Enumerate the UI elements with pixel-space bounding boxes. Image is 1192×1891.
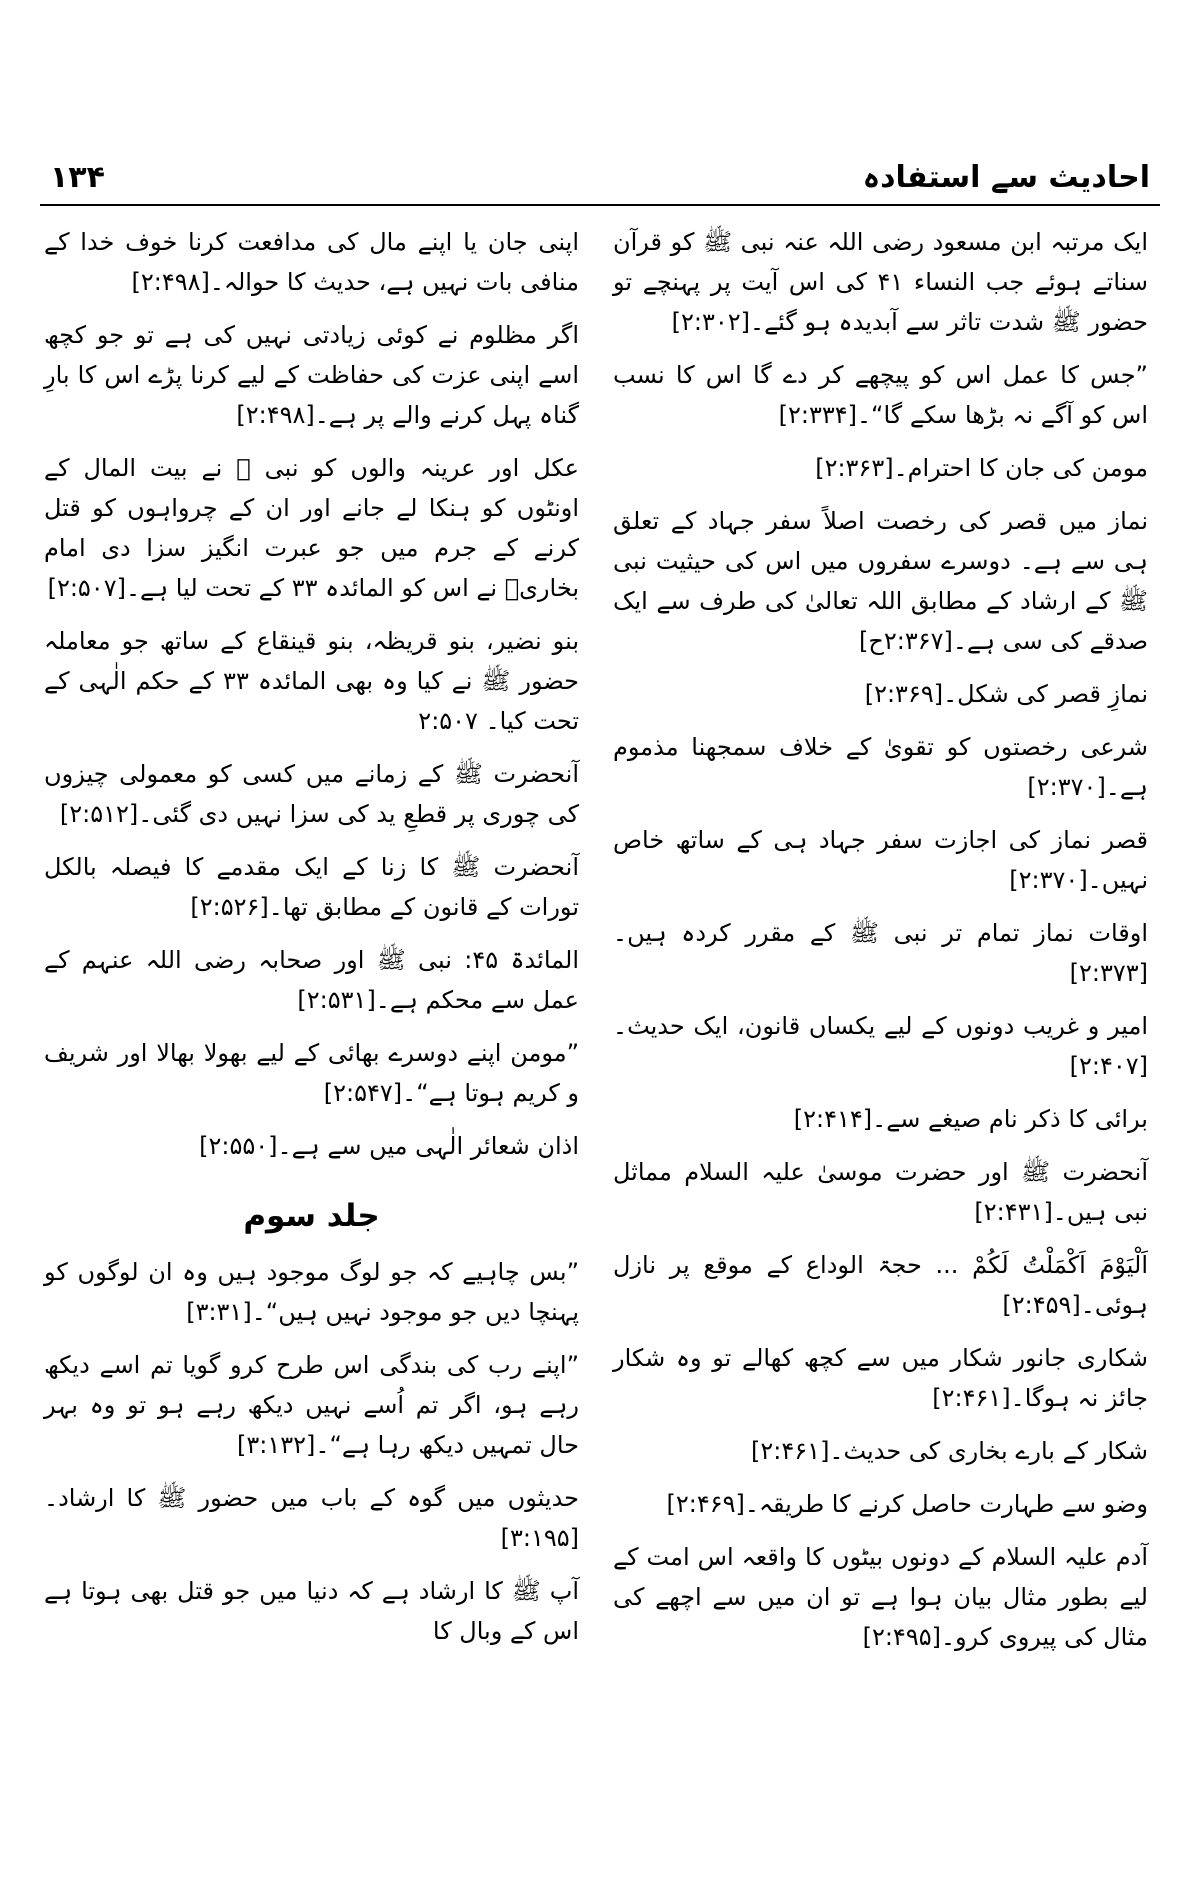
list-item: ایک مرتبہ ابن مسعود رضی اللہ عنہ نبی ﷺ کو قرآن سناتے ہوئے جب النساء ۴۱ کی اس آیت پر پہنچے تو حضور ﷺ شدت تاثر سے آبدیدہ ہو گئے۔[۲:۳۰۲] [613, 228, 1149, 336]
list-item: بنو نضیر، بنو قریظہ، بنو قینقاع کے ساتھ جو معاملہ حضور ﷺ نے کیا وہ بھی المائدہ ۳۳ کے حکم الٰہی کے تحت کیا۔ ۲:۵۰۷ [44, 627, 579, 735]
list-item: اگر مظلوم نے کوئی زیادتی نہیں کی ہے تو جو کچھ اسے اپنی عزت کی حفاظت کے لیے کرنا پڑے اس کا بارِ گناہ پہل کرنے والے پر ہے۔[۲:۴۹۸] [44, 321, 579, 429]
list-item: شکار کے بارے بخاری کی حدیث۔[۲:۴۶۱] [751, 1437, 1148, 1465]
page-number: ۱۳۴ [50, 160, 105, 195]
list-item: المائدۃ ۴۵: نبی ﷺ اور صحابہ رضی اللہ عنہم کے عمل سے محکم ہے۔[۲:۵۳۱] [44, 946, 579, 1014]
list-item: ”جس کا عمل اس کو پیچھے کر دے گا اس کا نسب اس کو آگے نہ بڑھا سکے گا“۔[۲:۳۳۴] [613, 361, 1148, 429]
list-item: آنحضرت ﷺ اور حضرت موسیٰ علیہ السلام مماثل نبی ہیں۔[۲:۴۳۱] [613, 1158, 1148, 1226]
list-item: قصر نماز کی اجازت سفر جہاد ہی کے ساتھ خاص نہیں۔[۲:۳۷۰] [613, 826, 1148, 894]
list-item: عکل اور عرینہ والوں کو نبی ﷺ نے بیت المال کے اونٹوں کو ہنکا لے جانے اور ان کے چرواہوں کو قتل کرنے کے جرم میں جو عبرت انگیز سزا دی امام بخاریؒ نے اس کو المائدہ ۳۳ کے تحت لیا ہے۔[۲:۵۰۷] [44, 454, 579, 602]
list-item: اَلْیَوْمَ اَکْمَلْتُ لَکُمْ ... حجۃ الوداع کے موقع پر نازل ہوئی۔[۲:۴۵۹] [613, 1251, 1148, 1319]
list-item: شکاری جانور شکار میں سے کچھ کھالے تو وہ شکار جائز نہ ہوگا۔[۲:۴۶۱] [613, 1344, 1148, 1412]
list-item: اذان شعائر الٰہی میں سے ہے۔[۲:۵۵۰] [199, 1132, 579, 1160]
list-item: آنحضرت ﷺ کے زمانے میں کسی کو معمولی چیزوں کی چوری پر قطعِ ید کی سزا نہیں دی گئی۔[۲:۵۱۲] [44, 760, 579, 828]
list-item: اوقات نماز تمام تر نبی ﷺ کے مقرر کردہ ہیں۔[۲:۳۷۳] [613, 919, 1148, 987]
list-item: شرعی رخصتوں کو تقویٰ کے خلاف سمجھنا مذموم ہے۔[۲:۳۷۰] [613, 733, 1148, 801]
list-item: حدیثوں میں گوہ کے باب میں حضور ﷺ کا ارشاد۔[۳:۱۹۵] [44, 1484, 579, 1552]
left-column [44, 222, 579, 1664]
list-item: وضو سے طہارت حاصل کرنے کا طریقہ۔[۲:۴۶۹] [666, 1490, 1148, 1518]
list-item: ”بس چاہیے کہ جو لوگ موجود ہیں وہ ان لوگوں کو پہنچا دیں جو موجود نہیں ہیں“۔[۳:۳۱] [44, 1258, 579, 1326]
list-item: نمازِ قصر کی شکل۔[۲:۳۶۹] [864, 680, 1148, 708]
right-column [613, 222, 1148, 1670]
running-title: احادیث سے استفادہ [862, 160, 1150, 195]
list-item: اپنی جان یا اپنے مال کی مدافعت کرنا خوف خدا کے منافی بات نہیں ہے، حدیث کا حوالہ۔[۲:۴۹۸] [44, 228, 579, 296]
list-item: مومن کی جان کا احترام۔[۲:۳۶۳] [815, 454, 1148, 482]
list-item: آدم علیہ السلام کے دونوں بیٹوں کا واقعہ اس امت کے لیے بطور مثال بیان ہوا ہے تو ان میں سے اچھے کی مثال کی پیروی کرو۔[۲:۴۹۵] [613, 1543, 1148, 1651]
list-item: نماز میں قصر کی رخصت اصلاً سفر جہاد کے تعلق ہی سے ہے۔ دوسرے سفروں میں اس کی حیثیت نبی ﷺ کے ارشاد کے مطابق اللہ تعالیٰ کی طرف سے ایک صدقے کی سی ہے۔[۲:۳۶۷ح] [613, 507, 1148, 655]
list-item: آپ ﷺ کا ارشاد ہے کہ دنیا میں جو قتل بھی ہوتا ہے اس کے وبال کا [44, 1577, 579, 1645]
page-header [40, 160, 1160, 206]
list-item: برائی کا ذکر نام صیغے سے۔[۲:۴۱۴] [793, 1105, 1148, 1133]
list-item: ”مومن اپنے دوسرے بھائی کے لیے بھولا بھالا اور شریف و کریم ہوتا ہے“۔[۲:۵۴۷] [44, 1039, 579, 1107]
list-item: آنحضرت ﷺ کا زنا کے ایک مقدمے کا فیصلہ بالکل تورات کے قانون کے مطابق تھا۔[۲:۵۲۶] [44, 853, 579, 921]
section-heading: جلد سوم [243, 1198, 380, 1234]
list-item: امیر و غریب دونوں کے لیے یکساں قانون، ایک حدیث۔[۲:۴۰۷] [613, 1012, 1148, 1080]
list-item: ”اپنے رب کی بندگی اس طرح کرو گویا تم اسے دیکھ رہے ہو، اگر تم اُسے نہیں دیکھ رہے ہو تو وہ بہر حال تمہیں دیکھ رہا ہے“۔[۳:۱۳۲] [44, 1351, 579, 1459]
